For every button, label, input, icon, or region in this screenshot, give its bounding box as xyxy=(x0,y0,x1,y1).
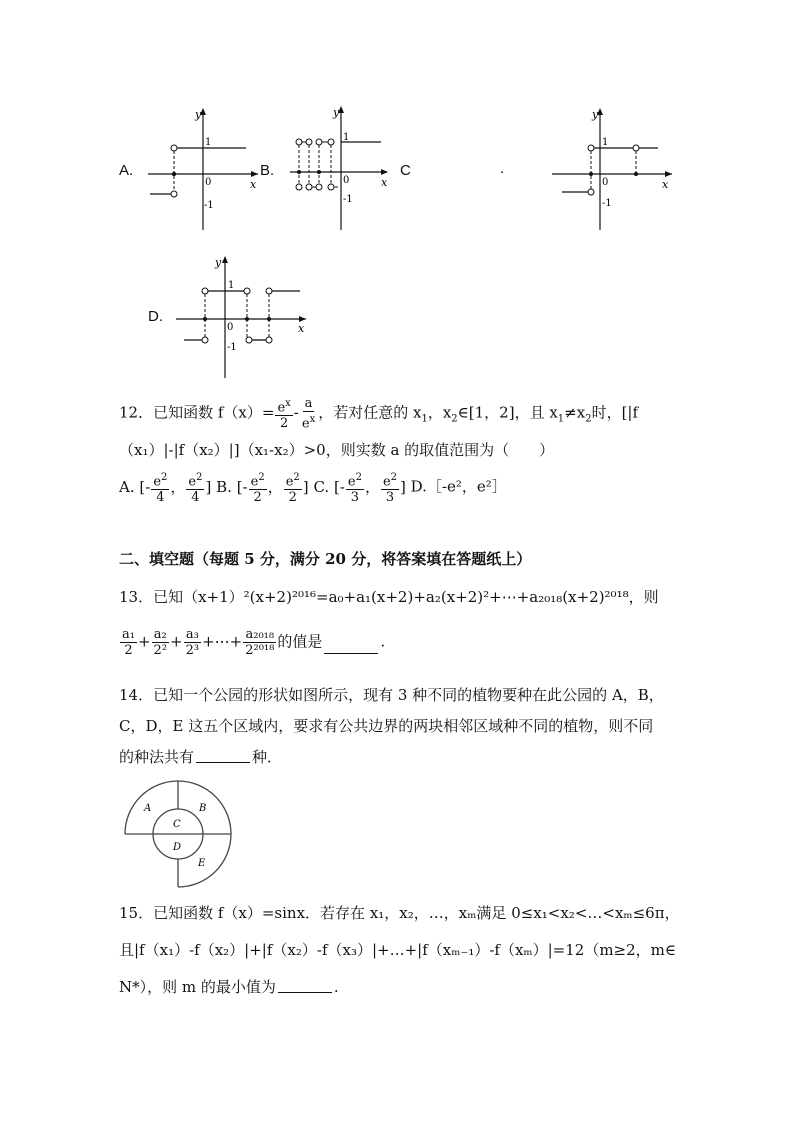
region-c-label: C xyxy=(173,819,181,830)
y-label: y xyxy=(215,256,222,269)
q15-answer-blank[interactable] xyxy=(278,991,332,993)
origin-label: 0 xyxy=(227,322,234,333)
q12-option-c[interactable]: C. [- $\frac{e^2}{3}$ ， $\frac{e^2}{3}$ ] xyxy=(313,472,406,506)
q15-line2: 且|f（x₁）-f（x₂）|+|f（x₂）-f（x₃）|+…+|f（xₘ₋₁）-f（xₘ）|=12（m≥2，m∈ xyxy=(119,941,677,959)
q13-line2: $\frac{\text{a₁}}{2}$ + $\frac{\text{a₂}}{\text{2²}}$ + $\frac{\text{a₃}}{\text{2³}}$ +⋯+ $\frac{\text{a₂₀₁₈}}{\text{2²⁰¹⁸}}$ 的值是 . xyxy=(122,627,386,658)
open-point-top xyxy=(171,145,177,151)
q15-line1: 15．已知函数 f（x）=sinx．若存在 x₁，x₂，…，xₘ满足 0≤x₁<x₂<…<xₘ≤6π， xyxy=(119,904,680,922)
x-label: x xyxy=(381,176,388,189)
q12-option-d[interactable]: D.［-e²，e²］ xyxy=(410,477,507,496)
one-label: 1 xyxy=(228,280,235,291)
y-label: y xyxy=(333,106,340,119)
option-b-label: B. xyxy=(260,162,275,179)
q12-line1: 12．已知函数 f（x）= $\frac{e^x}{2}$ - $\frac{a}{e^x}$ ，若对任意的 $x_1$，$x_2\in[1$，2]，且 $x_1\ne x_2$时，[|f xyxy=(119,396,639,432)
q15-line3: N*），则 m 的最小值为 . xyxy=(119,978,339,996)
neg-one-label: -1 xyxy=(204,200,214,211)
x-axis-arrow xyxy=(251,171,258,177)
section-2-heading: 二、填空题（每题 5 分，满分 20 分，将答案填在答题纸上） xyxy=(119,550,532,568)
open-point-bottom xyxy=(171,191,177,197)
graph-d xyxy=(172,250,312,380)
x-label: x xyxy=(298,322,305,335)
solid-point xyxy=(172,172,176,176)
option-c-dot: . xyxy=(500,160,505,177)
neg-one-label: -1 xyxy=(343,194,353,205)
y-label: y xyxy=(195,108,202,121)
one-label: 1 xyxy=(343,132,350,143)
region-d-label: D xyxy=(173,842,182,853)
q12-option-a[interactable]: A. [- $\frac{e^2}{4}$ ， $\frac{e^2}{4}$ ] xyxy=(119,472,212,506)
y-label: y xyxy=(592,108,599,121)
q14-line2: C，D，E 这五个区域内，要求有公共边界的两块相邻区域种不同的植物，则不同 xyxy=(119,717,654,735)
x-label: x xyxy=(662,178,669,191)
option-d-label: D. xyxy=(148,308,163,325)
origin-label: 0 xyxy=(205,177,212,188)
x-axis-arrow xyxy=(381,169,388,175)
origin-label: 0 xyxy=(343,175,350,186)
q13-answer-blank[interactable] xyxy=(324,652,378,654)
y-axis-arrow xyxy=(222,256,228,263)
graph-a xyxy=(140,102,265,232)
one-label: 1 xyxy=(205,137,212,148)
q14-line3: 的种法共有 种． xyxy=(119,748,283,766)
q14-line1: 14．已知一个公园的形状如图所示，现有 3 种不同的植物要种在此公园的 A，B， xyxy=(119,686,664,704)
q12-options xyxy=(119,470,507,505)
q13-line1: 13．已知（x+1）²(x+2)²⁰¹⁶=a₀+a₁(x+2)+a₂(x+2)²+⋯+a₂₀₁₈(x+2)²⁰¹⁸，则 xyxy=(119,588,659,606)
neg-one-label: -1 xyxy=(602,198,612,209)
graph-b xyxy=(285,100,395,232)
region-a-label: A xyxy=(144,803,152,814)
graph-c xyxy=(548,102,676,232)
neg-one-label: -1 xyxy=(227,342,237,353)
one-label: 1 xyxy=(602,137,609,148)
region-e-label: E xyxy=(198,858,206,869)
q12-option-b[interactable]: B. [- $\frac{e^2}{2}$ ， $\frac{e^2}{2}$ ] xyxy=(216,472,309,506)
x-label: x xyxy=(250,178,257,191)
park-diagram xyxy=(120,778,236,890)
q14-answer-blank[interactable] xyxy=(196,761,250,763)
q12-line2: （x₁）|-|f（x₂）|]（x₁-x₂）>0，则实数 a 的取值范围为（ ） xyxy=(119,441,555,459)
option-a-label: A. xyxy=(119,162,134,179)
x-axis-arrow xyxy=(665,171,672,177)
origin-label: 0 xyxy=(602,177,609,188)
option-c-label: C xyxy=(400,162,411,179)
region-b-label: B xyxy=(199,803,207,814)
